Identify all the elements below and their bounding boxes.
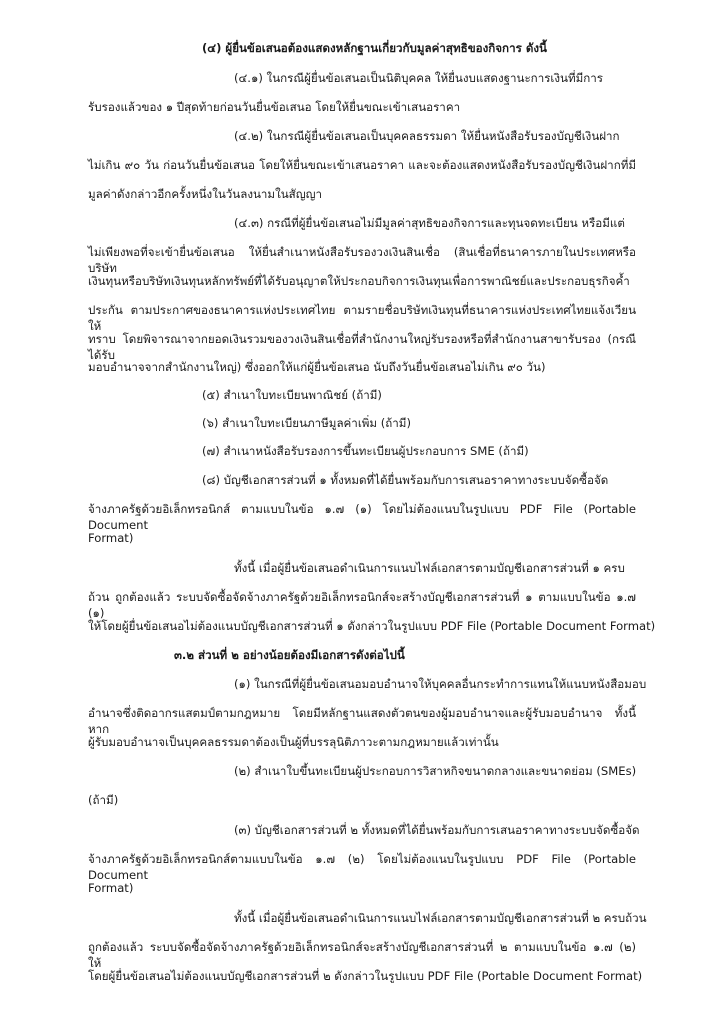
sec32-item-3-line-2: จ้างภาครัฐด้วยอิเล็กทรอนิกส์ตามแบบในข้อ ๑.๗ (๒) โดยไม่ต้องแนบในรูปแบบ PDF File (Portable Document [88, 852, 636, 882]
section-3-2-heading: ๓.๒ ส่วนที่ ๒ อย่างน้อยต้องมีเอกสารดังต่อไปนี้ [174, 648, 405, 662]
para-4-3-line-1: (๔.๓) กรณีที่ผู้ยื่นข้อเสนอไม่มีมูลค่าสุทธิของกิจการและทุนจดทะเบียน หรือมีแต่ [234, 216, 625, 230]
item-8-line-2: จ้างภาครัฐด้วยอิเล็กทรอนิกส์ ตามแบบในข้อ ๑.๗ (๑) โดยไม่ต้องแนบในรูปแบบ PDF File (Portable Document [88, 502, 636, 532]
para-4-2-line-2: ไม่เกิน ๙๐ วัน ก่อนวันยื่นข้อเสนอ โดยให้ยื่นขณะเข้าเสนอราคา และจะต้องแสดงหนังสือรับรองบัญชีเงินฝากที่มี [88, 158, 636, 172]
para-4-2-line-1: (๔.๒) ในกรณีผู้ยื่นข้อเสนอเป็นบุคคลธรรมดา ให้ยื่นหนังสือรับรองบัญชีเงินฝาก [234, 129, 620, 143]
note-1-line-3: ให้โดยผู้ยื่นข้อเสนอไม่ต้องแนบบัญชีเอกสารส่วนที่ ๑ ดังกล่าวในรูปแบบ PDF File (Portable Document Format) [88, 619, 656, 633]
para-4-3-line-4: ประกัน ตามประกาศของธนาคารแห่งประเทศไทย ตามรายชื่อบริษัทเงินทุนที่ธนาคารแห่งประเทศไทยแจ้งเวียนให้ [88, 303, 636, 333]
section-4-heading: (๔) ผู้ยื่นข้อเสนอต้องแสดงหลักฐานเกี่ยวกับมูลค่าสุทธิของกิจการ ดังนี้ [202, 41, 547, 55]
note-1-line-1: ทั้งนี้ เมื่อผู้ยื่นข้อเสนอดำเนินการแนบไฟล์เอกสารตามบัญชีเอกสารส่วนที่ ๑ ครบ [234, 561, 625, 575]
note-2-line-1: ทั้งนี้ เมื่อผู้ยื่นข้อเสนอดำเนินการแนบไฟล์เอกสารตามบัญชีเอกสารส่วนที่ ๒ ครบถ้วน [234, 911, 647, 925]
para-4-1-line-1: (๔.๑) ในกรณีผู้ยื่นข้อเสนอเป็นนิติบุคคล ให้ยื่นงบแสดงฐานะการเงินที่มีการ [234, 71, 604, 85]
para-4-3-line-6: มอบอำนาจจากสำนักงานใหญ่) ซึ่งออกให้แก่ผู้ยื่นข้อเสนอ นับถึงวันยื่นข้อเสนอไม่เกิน ๙๐ วัน) [88, 360, 546, 374]
note-2-line-3: โดยผู้ยื่นข้อเสนอไม่ต้องแนบบัญชีเอกสารส่วนที่ ๒ ดังกล่าวในรูปแบบ PDF File (Portable Document Format) [88, 969, 643, 983]
para-4-3-line-2: ไม่เพียงพอที่จะเข้ายื่นข้อเสนอ ให้ยื่นสำเนาหนังสือรับรองวงเงินสินเชื่อ (สินเชื่อที่ธนาคารภายในประเทศหรือบริษัท [88, 245, 636, 275]
item-6: (๖) สำเนาใบทะเบียนภาษีมูลค่าเพิ่ม (ถ้ามี) [202, 416, 411, 430]
sec32-item-1-line-1: (๑) ในกรณีที่ผู้ยื่นข้อเสนอมอบอำนาจให้บุคคลอื่นกระทำการแทนให้แนบหนังสือมอบ [234, 677, 647, 691]
para-4-1-line-2: รับรองแล้วของ ๑ ปีสุดท้ายก่อนวันยื่นข้อเสนอ โดยให้ยื่นขณะเข้าเสนอราคา [88, 100, 461, 114]
para-4-3-line-3: เงินทุนหรือบริษัทเงินทุนหลักทรัพย์ที่ได้รับอนุญาตให้ประกอบกิจการเงินทุนเพื่อการพาณิชย์และประกอบธุรกิจค้ำ [88, 274, 630, 288]
para-4-3-line-5: ทราบ โดยพิจารณาจากยอดเงินรวมของวงเงินสินเชื่อที่สำนักงานใหญ่รับรองหรือที่สำนักงานสาขารับรอง (กรณีได้รับ [88, 332, 636, 362]
item-5: (๕) สำเนาใบทะเบียนพาณิชย์ (ถ้ามี) [202, 388, 382, 402]
item-8-line-3: Format) [88, 531, 134, 545]
item-8-line-1: (๘) บัญชีเอกสารส่วนที่ ๑ ทั้งหมดที่ได้ยื่นพร้อมกับการเสนอราคาทางระบบจัดซื้อจัด [202, 473, 609, 487]
sec32-item-1-line-2: อำนาจซึ่งติดอากรแสตมป์ตามกฎหมาย โดยมีหลักฐานแสดงตัวตนของผู้มอบอำนาจและผู้รับมอบอำนาจ ทั้งนี้หาก [88, 706, 636, 736]
para-4-2-line-3: มูลค่าดังกล่าวอีกครั้งหนึ่งในวันลงนามในสัญญา [88, 187, 322, 201]
item-7: (๗) สำเนาหนังสือรับรองการขึ้นทะเบียนผู้ประกอบการ SME (ถ้ามี) [202, 444, 529, 458]
sec32-item-3-line-3: Format) [88, 881, 134, 895]
sec32-item-1-line-3: ผู้รับมอบอำนาจเป็นบุคคลธรรมดาต้องเป็นผู้ที่บรรลุนิติภาวะตามกฎหมายแล้วเท่านั้น [88, 735, 499, 749]
note-1-line-2: ถ้วน ถูกต้องแล้ว ระบบจัดซื้อจัดจ้างภาครัฐด้วยอิเล็กทรอนิกส์จะสร้างบัญชีเอกสารส่วนที่ ๑ ตามแบบในข้อ ๑.๗ (๑) [88, 590, 636, 620]
note-2-line-2: ถูกต้องแล้ว ระบบจัดซื้อจัดจ้างภาครัฐด้วยอิเล็กทรอนิกส์จะสร้างบัญชีเอกสารส่วนที่ ๒ ตามแบบในข้อ ๑.๗ (๒) ให้ [88, 940, 636, 970]
sec32-item-2-line-2: (ถ้ามี) [88, 793, 119, 807]
sec32-item-2-line-1: (๒) สำเนาใบขึ้นทะเบียนผู้ประกอบการวิสาหกิจขนาดกลางและขนาดย่อม (SMEs) [234, 764, 637, 778]
sec32-item-3-line-1: (๓) บัญชีเอกสารส่วนที่ ๒ ทั้งหมดที่ได้ยื่นพร้อมกับการเสนอราคาทางระบบจัดซื้อจัด [234, 823, 640, 837]
